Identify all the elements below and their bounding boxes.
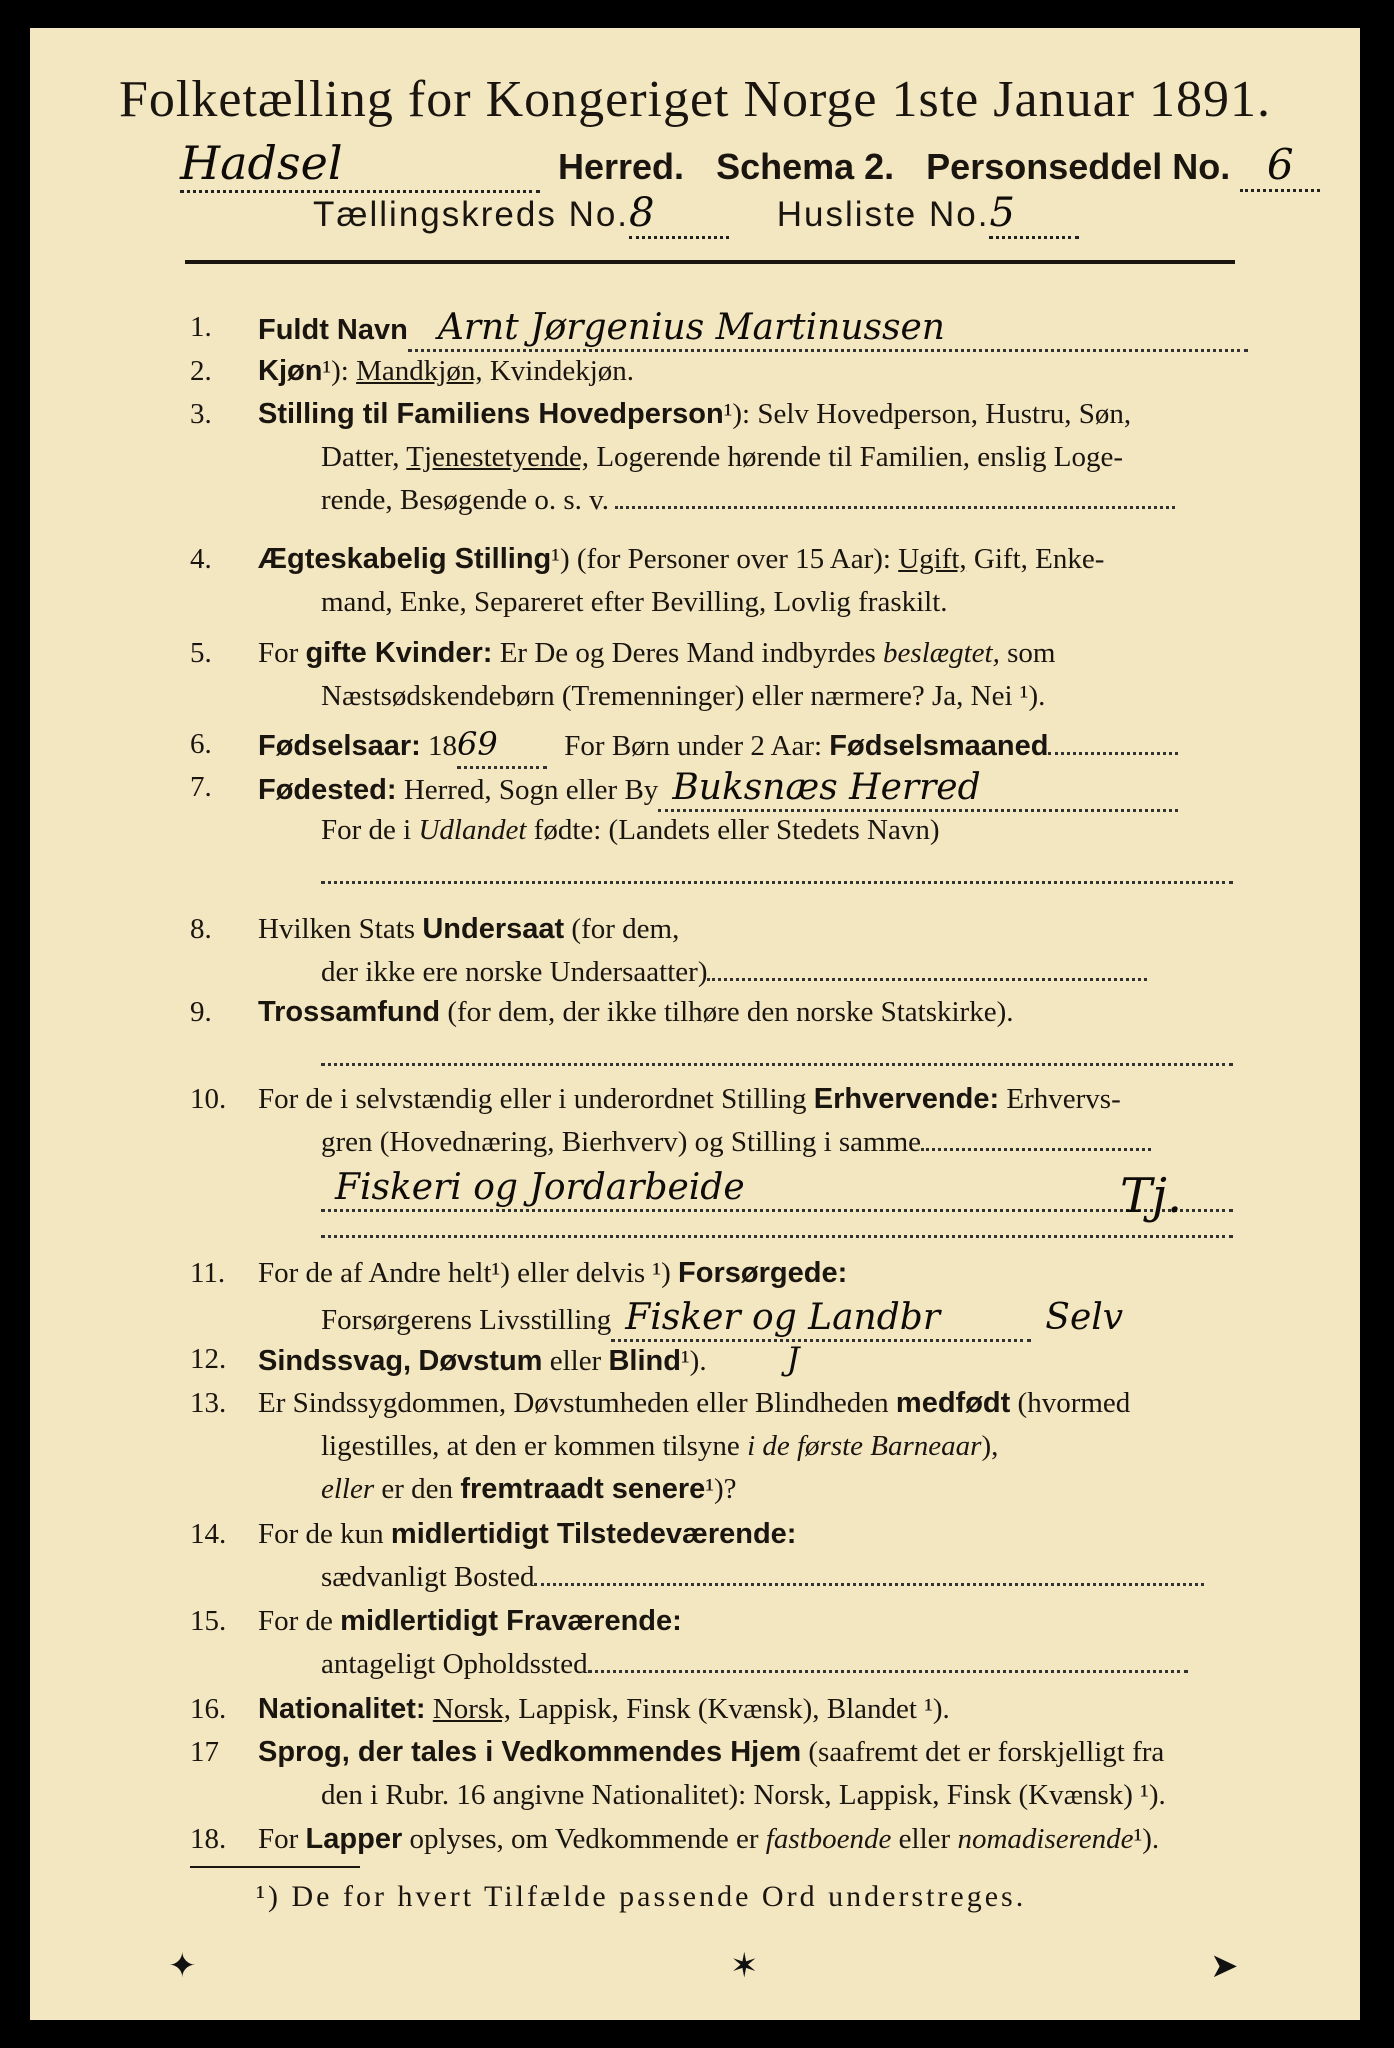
row-10-end: Erhvervs- bbox=[1006, 1083, 1121, 1115]
row-15-fill bbox=[588, 1670, 1188, 1673]
nationality-norsk-option: Norsk, bbox=[432, 1693, 511, 1725]
row-14-pre: For de kun bbox=[258, 1518, 384, 1550]
row-18-label: Lapper bbox=[305, 1823, 403, 1855]
row-10-label: Erhvervende: bbox=[813, 1083, 1000, 1115]
row-3-line-1: ¹): Selv Hovedperson, Hustru, Søn, bbox=[723, 398, 1132, 430]
schema-label: Schema 2. bbox=[716, 146, 895, 187]
row-5-line-2: Næstsødskendebørn (Tremenninger) eller nærmere? Ja, Nei ¹). bbox=[321, 680, 1046, 712]
row-12-number: 12. bbox=[190, 1343, 227, 1375]
row-5-label: gifte Kvinder: bbox=[305, 637, 493, 669]
row-7-fill bbox=[321, 881, 1233, 884]
row-15-number: 15. bbox=[190, 1605, 227, 1637]
row-13-pre: Er Sindssygdommen, Døvstumheden eller Blindheden bbox=[258, 1387, 889, 1419]
row-18-mid: oplyses, om Vedkommende er bbox=[409, 1823, 759, 1855]
husliste-label: Husliste No. bbox=[776, 195, 990, 234]
row-11-mid: ¹) eller delvis ¹) bbox=[491, 1257, 671, 1289]
row-16-number: 16. bbox=[190, 1693, 227, 1725]
row-15-line-2: antageligt Opholdssted bbox=[321, 1648, 588, 1680]
row-5-pre: For bbox=[258, 637, 299, 669]
birth-year-value: 69 bbox=[457, 723, 547, 769]
row-11-pre: For de af Andre helt bbox=[258, 1257, 492, 1289]
corner-mark-left: ✦ bbox=[168, 1948, 197, 1985]
row-18-eller: eller bbox=[898, 1823, 951, 1855]
row-13-line-2-it: i de første Barneaar bbox=[747, 1430, 982, 1462]
header-rule bbox=[185, 260, 1235, 264]
row-13-end: (hvormed bbox=[1017, 1387, 1131, 1419]
row-5-line-1-end: som bbox=[1007, 637, 1056, 669]
row-3-number: 3. bbox=[190, 398, 212, 430]
birth-year-prefix: 18 bbox=[428, 730, 458, 762]
row-10-pre: For de i selvstændig eller i underordnet Stilling bbox=[258, 1083, 807, 1115]
row-1-label: Fuldt Navn bbox=[258, 314, 408, 346]
footnote: ¹) De for hvert Tilfælde passende Ord understreges. bbox=[256, 1880, 1027, 1913]
row-5-number: 5. bbox=[190, 637, 212, 669]
row-9-number: 9. bbox=[190, 996, 212, 1028]
taellingskreds-value: 8 bbox=[629, 190, 729, 239]
row-11-number: 11. bbox=[190, 1257, 226, 1289]
row-4-line-1-end: Gift, Enke- bbox=[973, 543, 1105, 575]
personseddel-value: 6 bbox=[1240, 140, 1320, 192]
row-7-number: 7. bbox=[190, 771, 212, 803]
row-5-beslaegtet: beslægtet, bbox=[883, 637, 1000, 669]
row-17-label: Sprog, der tales i Vedkommendes Hjem bbox=[258, 1736, 802, 1768]
row-13-line-3-label: fremtraadt senere bbox=[460, 1473, 706, 1505]
taellingskreds-label: Tællingskreds No. bbox=[313, 195, 630, 234]
row-15-pre: For de bbox=[258, 1605, 333, 1637]
row-8-pre: Hvilken Stats bbox=[258, 913, 416, 945]
birth-month-fill bbox=[1048, 752, 1178, 755]
form-title: Folketælling for Kongeriget Norge 1ste Januar 1891. bbox=[119, 71, 1271, 128]
row-4-line-1: ¹) (for Personer over 15 Aar): bbox=[551, 543, 891, 575]
birthplace-value: Buksnæs Herred bbox=[658, 766, 1178, 812]
row-12-mark: J bbox=[786, 1340, 800, 1378]
row-7-rest: Herred, Sogn eller By bbox=[403, 774, 659, 806]
row-4-number: 4. bbox=[190, 543, 212, 575]
row-1-number: 1. bbox=[190, 311, 212, 343]
row-18-nomadiserende: nomadiserende bbox=[957, 1823, 1134, 1855]
row-12-label-3: Blind bbox=[608, 1345, 681, 1377]
row-12-label-1: Sindssvag, bbox=[258, 1345, 412, 1377]
row-12-label-2: Døvstum bbox=[418, 1345, 543, 1377]
row-13-line-2-end: ), bbox=[981, 1430, 999, 1462]
row-7-line-2: fødte: (Landets eller Stedets Navn) bbox=[533, 814, 940, 846]
header-line-3 bbox=[313, 190, 1079, 239]
row-8-fill bbox=[707, 978, 1147, 981]
gender-female-option: Kvindekjøn. bbox=[489, 355, 635, 387]
row-15-label: midlertidigt Fraværende: bbox=[340, 1605, 682, 1637]
row-8-label: Undersaat bbox=[422, 913, 565, 945]
row-6-mid: For Børn under 2 Aar: bbox=[564, 730, 823, 762]
row-5-line-1: Er De og Deres Mand indbyrdes bbox=[499, 637, 876, 669]
row-10-fill-3 bbox=[321, 1235, 1233, 1238]
footnote-rule bbox=[190, 1866, 360, 1868]
row-2-label: Kjøn bbox=[258, 355, 323, 387]
row-13-label: medfødt bbox=[895, 1387, 1011, 1419]
row-7-line-2-pre: For de i bbox=[321, 814, 412, 846]
row-13-line-2-pre: ligestilles, at den er kommen tilsyne bbox=[321, 1430, 740, 1462]
row-16-rest: Lappisk, Finsk (Kvænsk), Blandet ¹). bbox=[518, 1693, 950, 1725]
row-10-line-2: gren (Hovednæring, Bierhverv) og Stilling i samme bbox=[321, 1126, 922, 1158]
row-13-line-3-end: ¹)? bbox=[705, 1473, 737, 1505]
corner-mark-right: ➤ bbox=[1210, 1948, 1239, 1985]
row-14-label: midlertidigt Tilstedeværende: bbox=[390, 1518, 797, 1550]
row-17-line-2: den i Rubr. 16 angivne Nationalitet): Norsk, Lappisk, Finsk (Kvænsk) ¹). bbox=[321, 1779, 1166, 1811]
row-8-rest: (for dem, bbox=[571, 913, 680, 945]
row-12-rest-2: ¹). bbox=[680, 1345, 707, 1377]
row-2-number: 2. bbox=[190, 355, 212, 387]
full-name-value: Arnt Jørgenius Martinussen bbox=[408, 306, 1248, 352]
corner-mark-center: ✶ bbox=[730, 1948, 759, 1985]
row-3-fill bbox=[615, 506, 1175, 509]
row-4-line-2: mand, Enke, Separeret efter Bevilling, Lovlig fraskilt. bbox=[321, 586, 948, 618]
census-form-sheet bbox=[30, 28, 1360, 2020]
row-17-number: 17 bbox=[190, 1736, 219, 1768]
husliste-value: 5 bbox=[989, 190, 1079, 239]
provider-status-value: Selv bbox=[1045, 1297, 1124, 1338]
row-18-number: 18. bbox=[190, 1823, 227, 1855]
row-8-line-2: der ikke ere norske Undersaatter) bbox=[321, 956, 708, 988]
row-3-tjenestetyende: Tjenestetyende, bbox=[406, 441, 590, 473]
row-16-label: Nationalitet: bbox=[258, 1693, 426, 1725]
row-4-label: Ægteskabelig Stilling bbox=[258, 543, 552, 575]
row-11-label: Forsørgede: bbox=[678, 1257, 848, 1289]
herred-label: Herred. bbox=[558, 146, 685, 187]
row-14-number: 14. bbox=[190, 1518, 227, 1550]
provider-occupation-value: Fisker og Landbr bbox=[611, 1296, 1031, 1342]
row-11-line-2: Forsørgerens Livsstilling bbox=[321, 1304, 612, 1336]
row-10-number: 10. bbox=[190, 1083, 227, 1115]
row-18-pre: For bbox=[258, 1823, 299, 1855]
row-14-line-2: sædvanligt Bosted bbox=[321, 1561, 535, 1593]
row-12-rest-1: eller bbox=[549, 1345, 602, 1377]
row-9-fill bbox=[321, 1063, 1233, 1066]
row-3-label: Stilling til Familiens Hovedperson bbox=[258, 398, 724, 430]
row-7-udlandet: Udlandet bbox=[418, 814, 527, 846]
row-13-number: 13. bbox=[190, 1387, 227, 1419]
marital-ugift-option: Ugift, bbox=[898, 543, 967, 575]
row-6-label-2: Fødselsmaaned bbox=[829, 730, 1049, 762]
row-2-sup: ¹): bbox=[322, 355, 349, 387]
header-line-2 bbox=[180, 136, 1320, 193]
row-3-line-3: rende, Besøgende o. s. v. bbox=[321, 484, 610, 516]
row-9-label: Trossamfund bbox=[258, 996, 441, 1028]
occupation-value: Fiskeri og Jordarbeide bbox=[321, 1166, 1233, 1212]
row-7-label: Fødested: bbox=[258, 774, 397, 806]
row-3-line-2: Logerende hørende til Familien, enslig Loge- bbox=[596, 441, 1123, 473]
row-8-number: 8. bbox=[190, 913, 212, 945]
gender-male-option: Mandkjøn, bbox=[356, 355, 483, 387]
row-18-fastboende: fastboende bbox=[765, 1823, 892, 1855]
row-13-line-3-mid: er den bbox=[381, 1473, 454, 1505]
row-6-number: 6. bbox=[190, 728, 212, 760]
herred-value: Hadsel bbox=[180, 136, 540, 193]
row-18-end: ¹). bbox=[1133, 1823, 1160, 1855]
row-17-rest: (saafremt det er forskjelligt fra bbox=[808, 1736, 1165, 1768]
row-14-fill bbox=[534, 1583, 1204, 1586]
personseddel-label: Personseddel No. bbox=[926, 146, 1231, 187]
occupation-code: Tj. bbox=[1120, 1168, 1183, 1224]
row-13-eller: eller bbox=[321, 1473, 375, 1505]
row-10-fill-1 bbox=[921, 1148, 1151, 1151]
row-3-datter: Datter, bbox=[321, 441, 400, 473]
row-6-label: Fødselsaar: bbox=[258, 730, 421, 762]
row-9-rest: (for dem, der ikke tilhøre den norske Statskirke). bbox=[447, 996, 1014, 1028]
